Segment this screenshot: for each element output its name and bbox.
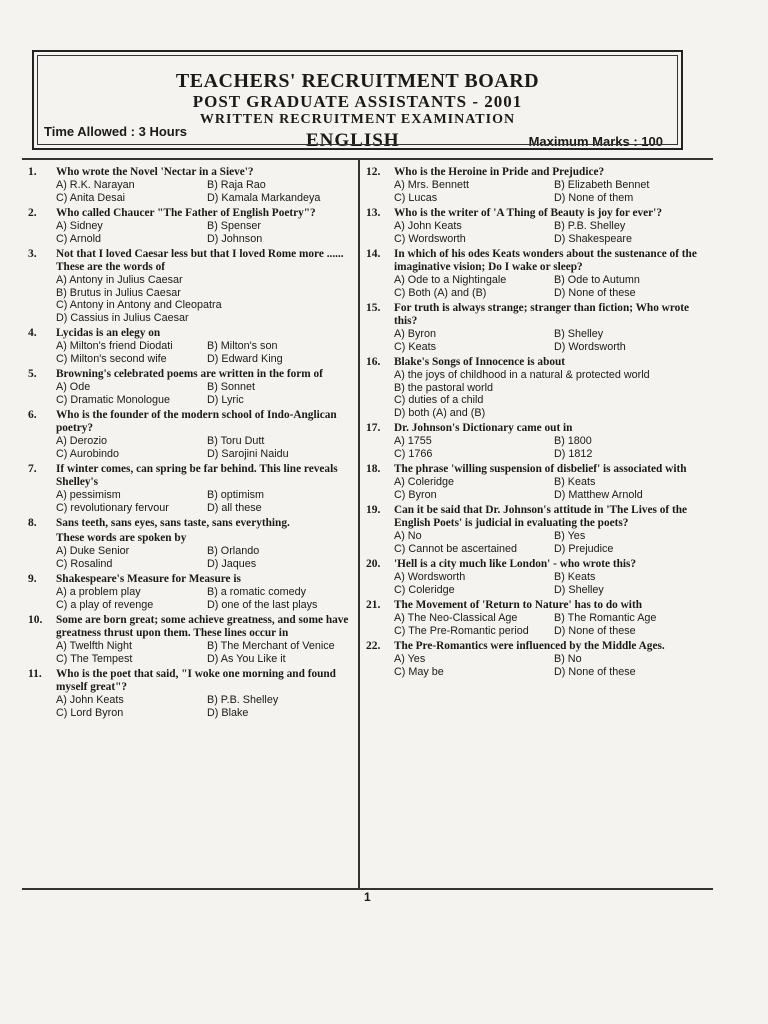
answer-option: A) Twelfth Night bbox=[56, 640, 133, 652]
answer-option: D) None of these bbox=[554, 286, 636, 299]
subject-title: ENGLISH bbox=[306, 130, 400, 151]
question-text: Some are born great; some achieve greatness, and some have greatness thrust upon them. These lines occur in bbox=[56, 614, 349, 639]
question-text: In which of his odes Keats wonders about the sustenance of the imaginative vision; Do I wake or sleep? bbox=[394, 248, 697, 273]
question-item bbox=[366, 166, 710, 204]
answer-option: C) Lord Byron bbox=[56, 706, 124, 719]
answer-option: B) Keats bbox=[554, 476, 596, 488]
answer-options bbox=[394, 612, 710, 637]
question-text: The Movement of 'Return to Nature' has to do with bbox=[394, 599, 642, 611]
answer-option: D) both (A) and (B) bbox=[394, 406, 486, 419]
answer-options bbox=[394, 435, 710, 460]
answer-option: C) Antony in Antony and Cleopatra bbox=[56, 299, 222, 311]
question-text: If winter comes, can spring be far behind. This line reveals Shelley's bbox=[56, 463, 338, 488]
answer-option: B) optimism bbox=[207, 489, 264, 501]
answer-option: B) Yes bbox=[554, 530, 586, 542]
answer-options bbox=[394, 369, 710, 419]
answer-option: C) Arnold bbox=[56, 232, 102, 245]
answer-options bbox=[394, 571, 710, 596]
question-item bbox=[28, 207, 354, 245]
question-number: 4. bbox=[28, 327, 37, 339]
answer-option: D) None of these bbox=[554, 665, 636, 678]
question-text: Shakespeare's Measure for Measure is bbox=[56, 573, 241, 585]
answer-option: A) the joys of childhood in a natural & protected world bbox=[394, 369, 650, 381]
questions-area bbox=[22, 158, 713, 890]
column-divider bbox=[358, 160, 360, 888]
question-text: 'Hell is a city much like London' - who wrote this? bbox=[394, 558, 637, 570]
answer-option: D) Shelley bbox=[554, 583, 604, 596]
answer-option: A) John Keats bbox=[394, 220, 462, 232]
answer-options bbox=[394, 179, 710, 204]
question-item bbox=[366, 599, 710, 637]
answer-option: D) Sarojini Naidu bbox=[207, 447, 289, 460]
answer-option: D) Cassius in Julius Caesar bbox=[56, 311, 189, 324]
question-number: 17. bbox=[366, 422, 381, 434]
question-item bbox=[28, 248, 354, 324]
answer-option: C) The Pre-Romantic period bbox=[394, 624, 529, 637]
question-text: The phrase 'willing suspension of disbelief' is associated with bbox=[394, 463, 687, 475]
answer-option: A) Coleridge bbox=[394, 476, 455, 488]
answer-options bbox=[56, 586, 354, 611]
board-title: TEACHERS' RECRUITMENT BOARD bbox=[175, 70, 540, 92]
question-item bbox=[28, 614, 354, 665]
answer-option: A) Duke Senior bbox=[56, 545, 130, 557]
answer-option: B) The Romantic Age bbox=[554, 612, 657, 624]
answer-option: C) a play of revenge bbox=[56, 598, 154, 611]
answer-option: D) None of these bbox=[554, 624, 636, 637]
answer-options bbox=[394, 274, 710, 299]
answer-option: A) a problem play bbox=[56, 586, 141, 598]
question-text: Dr. Johnson's Dictionary came out in bbox=[394, 422, 573, 434]
answer-option: B) Raja Rao bbox=[207, 179, 266, 191]
question-item bbox=[366, 422, 710, 460]
answer-options bbox=[56, 694, 354, 719]
answer-options bbox=[56, 381, 354, 406]
answer-option: D) As You Like it bbox=[207, 652, 286, 665]
question-item bbox=[28, 166, 354, 204]
answer-option: C) Byron bbox=[394, 488, 437, 501]
answer-options bbox=[56, 340, 354, 365]
question-item bbox=[28, 368, 354, 406]
answer-option: A) Wordsworth bbox=[394, 571, 466, 583]
answer-option: C) Coleridge bbox=[394, 583, 455, 596]
answer-option: C) 1766 bbox=[394, 447, 433, 460]
answer-options bbox=[56, 640, 354, 665]
question-item bbox=[366, 558, 710, 596]
question-text: Who is the Heroine in Pride and Prejudice? bbox=[394, 166, 605, 178]
answer-option: B) P.B. Shelley bbox=[554, 220, 626, 232]
answer-options bbox=[394, 530, 710, 555]
question-item bbox=[366, 248, 710, 299]
answer-options bbox=[56, 545, 354, 570]
answer-option: D) Wordsworth bbox=[554, 340, 626, 353]
answer-option: B) Toru Dutt bbox=[207, 435, 265, 447]
question-item bbox=[366, 463, 710, 501]
answer-option: D) Edward King bbox=[207, 352, 283, 365]
answer-option: A) Mrs. Bennett bbox=[394, 179, 470, 191]
answer-option: B) Spenser bbox=[207, 220, 262, 232]
answer-option: C) The Tempest bbox=[56, 652, 133, 665]
answer-option: C) Both (A) and (B) bbox=[394, 286, 487, 299]
answer-option: D) None of them bbox=[554, 191, 634, 204]
answer-option: B) Keats bbox=[554, 571, 596, 583]
answer-option: A) No bbox=[394, 530, 422, 542]
answer-option: B) P.B. Shelley bbox=[207, 694, 279, 706]
question-number: 10. bbox=[28, 614, 43, 626]
question-text: Lycidas is an elegy on bbox=[56, 327, 161, 339]
answer-option: C) Aurobindo bbox=[56, 447, 120, 460]
question-number: 18. bbox=[366, 463, 381, 475]
question-text: Blake's Songs of Innocence is about bbox=[394, 356, 566, 368]
answer-option: A) pessimism bbox=[56, 489, 121, 501]
answer-option: B) Shelley bbox=[554, 328, 604, 340]
answer-option: D) Blake bbox=[207, 706, 249, 719]
answer-option: C) Milton's second wife bbox=[56, 352, 167, 365]
answer-option: B) Ode to Autumn bbox=[554, 274, 640, 286]
question-text: Sans teeth, sans eyes, sans taste, sans everything. bbox=[56, 517, 290, 529]
answer-option: B) No bbox=[554, 653, 582, 665]
page-number: 1 bbox=[364, 890, 371, 904]
answer-option: C) Rosalind bbox=[56, 557, 113, 570]
question-item bbox=[366, 302, 710, 353]
answer-option: B) Orlando bbox=[207, 545, 260, 557]
answer-option: A) Yes bbox=[394, 653, 426, 665]
answer-options bbox=[394, 653, 710, 678]
maximum-marks: Maximum Marks : 100 bbox=[528, 134, 663, 149]
question-text: Browning's celebrated poems are written in the form of bbox=[56, 368, 323, 380]
question-number: 7. bbox=[28, 463, 37, 475]
answer-options bbox=[56, 220, 354, 245]
answer-option: C) Cannot be ascertained bbox=[394, 542, 518, 555]
question-number: 15. bbox=[366, 302, 381, 314]
answer-option: C) duties of a child bbox=[394, 394, 484, 406]
question-subtext: These words are spoken by bbox=[56, 532, 187, 544]
question-item bbox=[28, 517, 354, 570]
question-text: Not that I loved Caesar less but that I loved Rome more ...... These are the words of bbox=[56, 248, 344, 273]
question-item bbox=[28, 409, 354, 460]
question-text: For truth is always strange; stranger than fiction; Who wrote this? bbox=[394, 302, 690, 327]
answer-option: A) Derozio bbox=[56, 435, 108, 447]
answer-option: D) Shakespeare bbox=[554, 232, 633, 245]
question-number: 9. bbox=[28, 573, 37, 585]
question-item bbox=[28, 327, 354, 365]
answer-option: B) Sonnet bbox=[207, 381, 256, 393]
answer-options bbox=[394, 476, 710, 501]
question-number: 3. bbox=[28, 248, 37, 260]
question-item bbox=[366, 356, 710, 419]
answer-option: D) Johnson bbox=[207, 232, 263, 245]
answer-options bbox=[56, 435, 354, 460]
answer-option: D) 1812 bbox=[554, 447, 593, 460]
question-number: 8. bbox=[28, 517, 37, 529]
answer-option: A) Ode bbox=[56, 381, 91, 393]
question-number: 20. bbox=[366, 558, 381, 570]
question-number: 12. bbox=[366, 166, 381, 178]
question-item bbox=[366, 640, 710, 678]
answer-option: D) one of the last plays bbox=[207, 598, 318, 611]
question-number: 19. bbox=[366, 504, 381, 516]
answer-option: A) Sidney bbox=[56, 220, 103, 232]
question-number: 5. bbox=[28, 368, 37, 380]
answer-options bbox=[56, 489, 354, 514]
question-text: Who wrote the Novel 'Nectar in a Sieve'? bbox=[56, 166, 254, 178]
question-item bbox=[28, 668, 354, 719]
answer-option: D) all these bbox=[207, 501, 262, 514]
answer-option: B) a romatic comedy bbox=[207, 586, 307, 598]
exam-title: WRITTEN RECRUITMENT EXAMINATION bbox=[199, 112, 516, 127]
answer-option: A) Ode to a Nightingale bbox=[394, 274, 507, 286]
question-number: 21. bbox=[366, 599, 381, 611]
answer-option: A) Milton's friend Diodati bbox=[56, 340, 173, 352]
answer-option: C) revolutionary fervour bbox=[56, 501, 169, 514]
answer-options bbox=[394, 328, 710, 353]
answer-options bbox=[56, 274, 354, 324]
question-number: 14. bbox=[366, 248, 381, 260]
answer-option: D) Kamala Markandeya bbox=[207, 191, 321, 204]
answer-option: C) Wordsworth bbox=[394, 232, 466, 245]
answer-option: B) the pastoral world bbox=[394, 381, 494, 394]
right-column bbox=[366, 166, 710, 681]
answer-option: A) 1755 bbox=[394, 435, 432, 447]
question-item bbox=[366, 504, 710, 555]
question-number: 13. bbox=[366, 207, 381, 219]
answer-option: C) Anita Desai bbox=[56, 191, 126, 204]
answer-options bbox=[56, 179, 354, 204]
answer-option: C) May be bbox=[394, 665, 444, 678]
post-title: POST GRADUATE ASSISTANTS - 2001 bbox=[192, 92, 523, 111]
answer-option: B) Elizabeth Bennet bbox=[554, 179, 650, 191]
left-column bbox=[28, 166, 354, 722]
question-text: Who is the poet that said, "I woke one morning and found myself great"? bbox=[56, 668, 336, 693]
exam-header bbox=[32, 50, 683, 150]
question-number: 16. bbox=[366, 356, 381, 368]
answer-option: B) Brutus in Julius Caesar bbox=[56, 286, 181, 299]
answer-option: C) Dramatic Monologue bbox=[56, 393, 171, 406]
answer-option: A) The Neo-Classical Age bbox=[394, 612, 518, 624]
answer-option: A) John Keats bbox=[56, 694, 124, 706]
question-number: 2. bbox=[28, 207, 37, 219]
answer-option: C) Keats bbox=[394, 340, 437, 353]
question-number: 1. bbox=[28, 166, 37, 178]
answer-option: A) Antony in Julius Caesar bbox=[56, 274, 183, 286]
question-item bbox=[28, 573, 354, 611]
question-text: The Pre-Romantics were influenced by the Middle Ages. bbox=[394, 640, 665, 652]
answer-option: A) R.K. Narayan bbox=[56, 179, 135, 191]
question-number: 11. bbox=[28, 668, 42, 680]
question-item bbox=[28, 463, 354, 514]
time-allowed: Time Allowed : 3 Hours bbox=[44, 124, 188, 139]
answer-option: C) Lucas bbox=[394, 191, 438, 204]
question-text: Who is the founder of the modern school of Indo-Anglican poetry? bbox=[56, 409, 337, 434]
answer-option: A) Byron bbox=[394, 328, 437, 340]
answer-option: B) 1800 bbox=[554, 435, 592, 447]
answer-option: D) Prejudice bbox=[554, 542, 614, 555]
question-item bbox=[366, 207, 710, 245]
answer-option: D) Jaques bbox=[207, 557, 257, 570]
answer-option: B) Milton's son bbox=[207, 340, 278, 352]
question-text: Who called Chaucer "The Father of English Poetry"? bbox=[56, 207, 316, 219]
answer-option: D) Lyric bbox=[207, 393, 244, 406]
answer-option: D) Matthew Arnold bbox=[554, 488, 643, 501]
question-number: 6. bbox=[28, 409, 37, 421]
question-text: Who is the writer of 'A Thing of Beauty is joy for ever'? bbox=[394, 207, 662, 219]
question-text: Can it be said that Dr. Johnson's attitude in 'The Lives of the English Poets' is judicial in evaluating the poets? bbox=[394, 504, 688, 529]
answer-options bbox=[394, 220, 710, 245]
answer-option: B) The Merchant of Venice bbox=[207, 640, 335, 652]
question-number: 22. bbox=[366, 640, 381, 652]
